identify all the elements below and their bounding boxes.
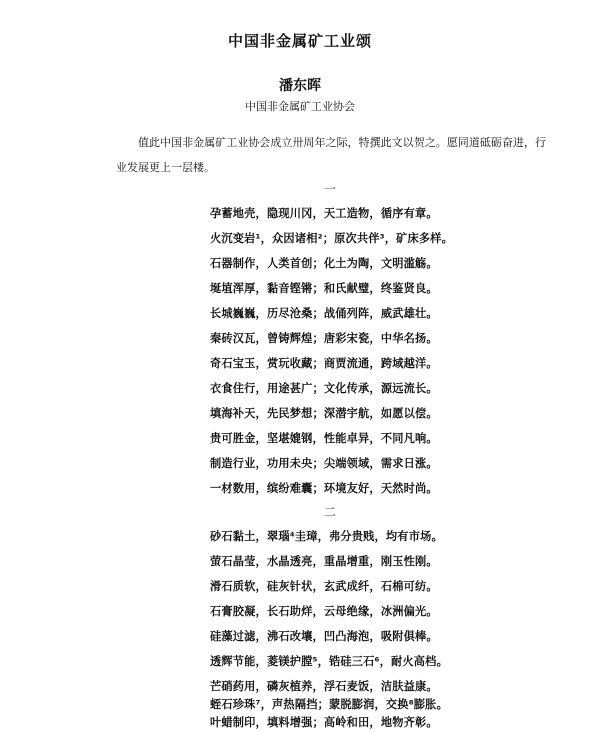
verse-line: 叶蜡制印，填料增强；高岭和田，地物齐彰。: [210, 716, 438, 729]
verse-line: 填海补天，先民梦想；深潜宇航，如愿以偿。: [210, 407, 438, 420]
author-affiliation: 中国非金属矿工业协会: [245, 100, 355, 113]
verse-line: 滑石质软，硅灰针状，玄武成纤，石棉可纺。: [210, 580, 438, 593]
verse-line: 透辉节能，菱镁护膛⁵，锆硅三石⁶，耐火高档。: [210, 655, 448, 668]
verse-line: 贵可胜金，坚堪媲钢，性能卓异，不同凡响。: [210, 432, 438, 445]
verse-line: 奇石宝玉，赏玩收藏；商贾流通，跨域越洋。: [210, 357, 438, 370]
verse-line: 衣食住行，用途甚广；文化传承，源远流长。: [210, 382, 438, 395]
author-name: 潘东晖: [279, 78, 321, 94]
section-number: 二: [323, 505, 336, 519]
intro-paragraph: 值此中国非金属矿工业协会成立卅周年之际，特撰此文以贺之。愿同道砥砺奋进，行业发展更上一层楼。: [116, 136, 546, 174]
verse-line: 孕蓄地壳，隐现川冈，天工造物，循序有章。: [210, 207, 438, 220]
verse-line: 火沉变岩¹，众因诸相²；原次共伴³，矿床多样。: [210, 232, 454, 245]
verse-line: 硅藻过滤，沸石改壤，凹凸海泡，吸附俱棒。: [210, 630, 438, 643]
verse-line: 制造行业，功用未央；尖端领域，需求日涨。: [210, 457, 438, 470]
section-number: 一: [323, 182, 336, 196]
verse-line: 埏埴浑厚，黏音铿锵；和氏献璧，终鉴贤良。: [210, 282, 438, 295]
verse-line: 萤石晶莹，水晶透亮，重晶增重，刚玉性刚。: [210, 555, 438, 568]
verse-line: 芒硝药用，磷灰植养，浮石麦饭，洁肤益康。: [210, 680, 438, 693]
verse-line: 秦砖汉瓦，曾铸辉煌；唐彩宋瓷，中华名扬。: [210, 332, 438, 345]
document-title: 中国非金属矿工业颂: [227, 32, 372, 50]
verse-line: 石膏胶凝，长石助烊，云母绝缘，冰洲偏光。: [210, 605, 438, 618]
verse-line: 一材数用，缤纷难囊；环境友好，天然时尚。: [210, 482, 438, 495]
verse-line: 蛭石珍珠⁷，声热隔挡；蒙脱膨润，交换⁸膨胀。: [210, 698, 448, 711]
verse-line: 石器制作，人类首创；化土为陶，文明滥觞。: [210, 257, 438, 270]
verse-line: 砂石黏土，翠瑙⁴圭璋，弗分贵贱，均有市场。: [210, 530, 443, 543]
verse-line: 长城巍巍，历尽沧桑；战俑列阵，威武雄壮。: [210, 307, 438, 320]
